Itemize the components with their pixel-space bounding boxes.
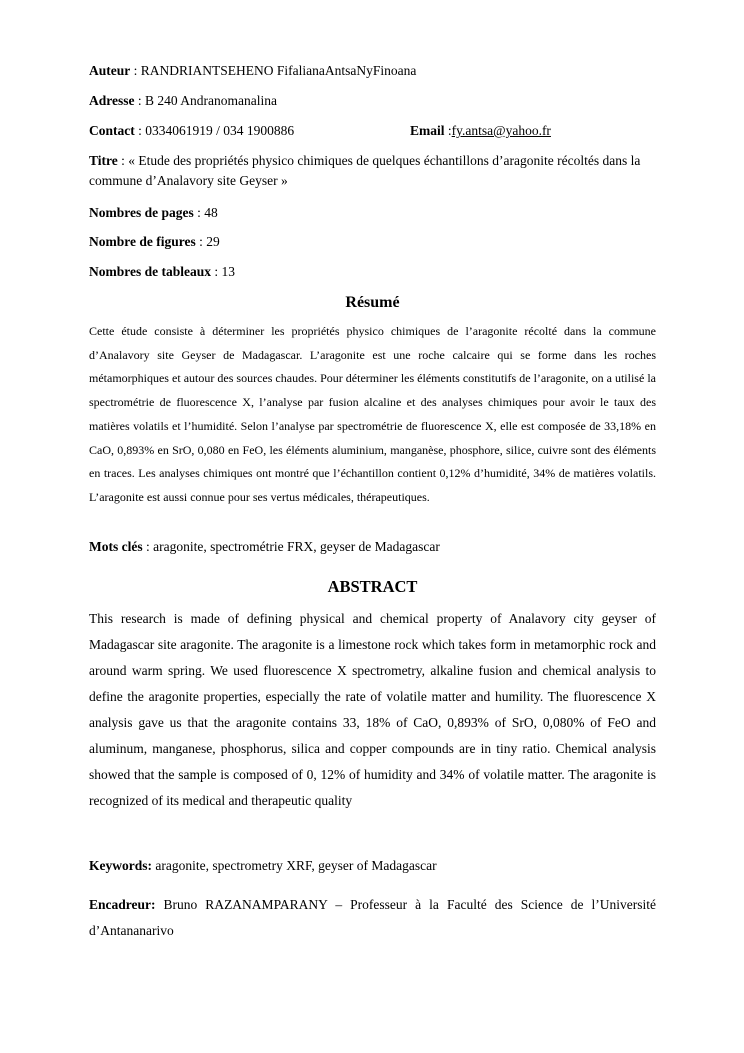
contact-sep: : [134,123,146,138]
title-value: « Etude des propriétés physico chimiques de quelques échantillons d’aragonite récoltés dans la commune d’Analavory site Geyser » [89,153,641,188]
pages-value: 48 [204,205,218,220]
figures-line [89,233,220,251]
address-value: B 240 Andranomanalina [145,93,277,108]
figures-sep: : [195,234,207,249]
title-sep: : [117,153,129,168]
resume-paragraph: Cette étude consiste à déterminer les propriétés physico chimiques de l’aragonite récolté dans la commune d’Analavory site Geyser de Madagascar. L’aragonite est une roche calcaire qui se forme dans les roches métamorphiques et autour des sources chaudes. Pour déterminer les éléments constitutifs de l’aragonite, on a utilisé la spectrométrie de fluorescence X, l’analyse par fusion alcaline et des analyses chimiques pour avoir le taux des matières volatils et l’humidité. Selon l’analyse par spectrométrie de fluorescence X, elle est composée de 33,18% en CaO, 0,893% en SrO, 0,080 en FeO, les éléments aluminium, manganèse, phosphore, silice, cuivre sont des éléments en traces. Les analyses chimiques ont montré que l’échantillon contient 0,12% d’humidité, 34% de matières volatils. L’aragonite est aussi connue pour ses vertus médicales, thérapeutiques. [89,324,656,504]
email-label: Email [410,123,445,138]
contact-value: 0334061919 / 034 1900886 [145,123,295,138]
encadreur-sep [156,897,164,912]
title-label: Titre [89,153,118,168]
contact-label: Contact [89,123,135,138]
encadreur-paragraph [89,892,656,944]
email-block [410,122,551,140]
mots-cles-line [89,538,440,556]
author-label: Auteur [89,63,131,78]
address-label: Adresse [89,93,135,108]
resume-heading: Résumé [345,294,400,311]
figures-label: Nombre de figures [89,234,196,249]
pages-label: Nombres de pages [89,205,194,220]
keywords-value: aragonite, spectrometry XRF, geyser of Madagascar [155,858,437,873]
keywords-line [89,857,437,875]
contact-line [89,122,656,140]
address-line [89,92,277,110]
abstract-paragraph: This research is made of defining physical and chemical property of Analavory city geyser of Madagascar site aragonite. The aragonite is a limestone rock which takes form in metamorphic rock and around warm spring. We used fluorescence X spectrometry, alkaline fusion and chemical analysis to define the aragonite properties, especially the rate of volatile matter and humility. The fluorescence X analysis gave us that the aragonite contains 33, 18% of CaO, 0,893% of SrO, 0,080% of FeO and aluminum, manganese, phosphorus, silica and copper compounds are in tiny ratio. Chemical analysis showed that the sample is composed of 0, 12% of humidity and 34% of volatile matter. The aragonite is recognized of its medical and therapeutic quality [89,611,656,808]
author-value: RANDRIANTSEHENO FifalianaAntsaNyFinoana [140,63,417,78]
mots-cles-value: aragonite, spectrométrie FRX, geyser de Madagascar [153,539,440,554]
figures-value: 29 [206,234,220,249]
tables-label: Nombres de tableaux [89,264,212,279]
author-line [89,62,416,80]
tables-sep: : [211,264,222,279]
encadreur-label: Encadreur: [89,897,156,912]
encadreur-value: Bruno RAZANAMPARANY – Professeur à la Faculté des Science de l’Université d’Antananarivo [89,897,657,938]
tables-value: 13 [221,264,236,279]
tables-line [89,263,235,281]
mots-cles-label: Mots clés [89,539,143,554]
author-sep: : [130,63,141,78]
mots-cles-sep: : [142,539,154,554]
abstract-heading: ABSTRACT [327,577,418,596]
keywords-label: Keywords: [89,858,152,873]
email-sep: : [444,123,452,138]
email-link[interactable]: fy.antsa@yahoo.fr [451,123,551,138]
pages-line [89,204,218,222]
pages-sep: : [193,205,205,220]
address-sep: : [134,93,146,108]
title-paragraph [89,151,656,191]
